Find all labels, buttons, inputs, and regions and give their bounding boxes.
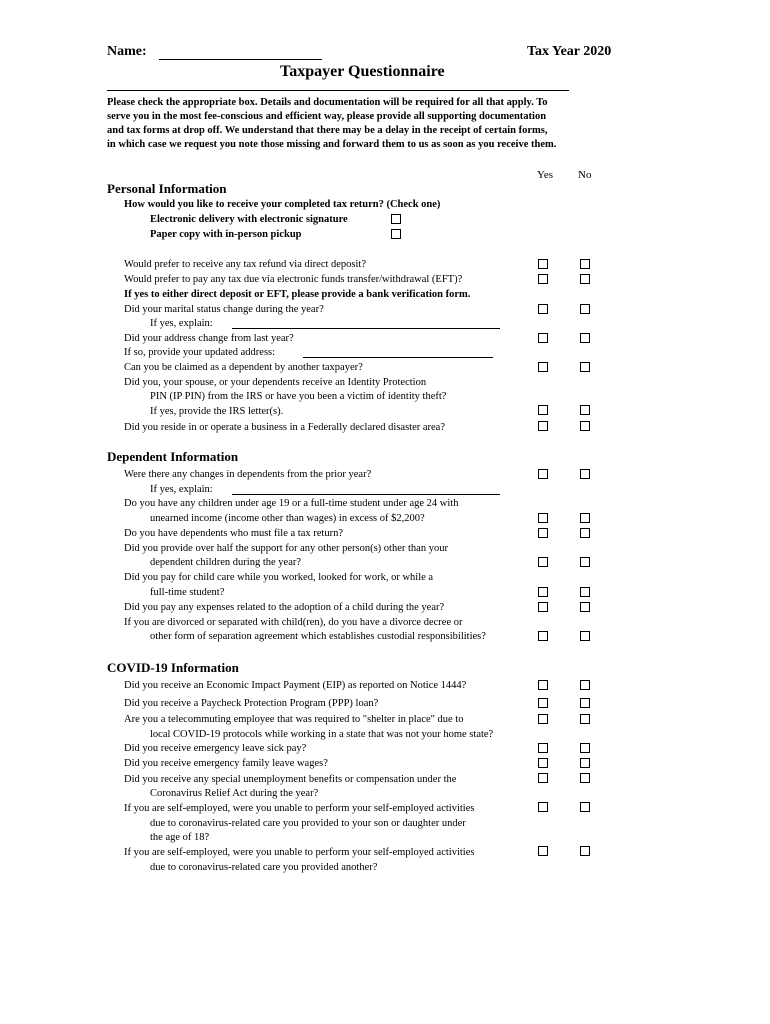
name-field-line[interactable]	[159, 59, 322, 60]
question-text: Did you, your spouse, or your dependents receive an Identity Protection	[124, 377, 427, 388]
yes-checkbox[interactable]	[538, 587, 548, 597]
yes-checkbox[interactable]	[538, 758, 548, 768]
yes-checkbox[interactable]	[538, 631, 548, 641]
no-checkbox[interactable]	[580, 680, 590, 690]
no-checkbox[interactable]	[580, 846, 590, 856]
yes-checkbox[interactable]	[538, 469, 548, 479]
no-checkbox[interactable]	[580, 333, 590, 343]
question-text: Did you pay any expenses related to the adoption of a child during the year?	[124, 602, 445, 613]
question-text: Did you receive any special unemployment benefits or compensation under the	[124, 774, 457, 785]
yes-checkbox[interactable]	[538, 333, 548, 343]
yes-checkbox[interactable]	[538, 421, 548, 431]
paper-copy-checkbox[interactable]	[391, 229, 401, 239]
question-text: unearned income (income other than wages) in excess of $2,200?	[150, 513, 425, 524]
yes-checkbox[interactable]	[538, 274, 548, 284]
no-checkbox[interactable]	[580, 602, 590, 612]
yes-checkbox[interactable]	[538, 698, 548, 708]
question-text: Did you receive an Economic Impact Payment (EIP) as reported on Notice 1444?	[124, 680, 467, 691]
yes-checkbox[interactable]	[538, 304, 548, 314]
dependent-info-heading: Dependent Information	[107, 449, 239, 464]
tax-year: Tax Year 2020	[527, 44, 612, 59]
personal-info-heading: Personal Information	[107, 181, 227, 196]
yes-checkbox[interactable]	[538, 362, 548, 372]
name-label: Name:	[107, 44, 147, 59]
intro-line: and tax forms at drop off. We understand that there may be a delay in the receipt of certain forms,	[107, 125, 548, 136]
no-checkbox[interactable]	[580, 304, 590, 314]
question-text: Did your marital status change during the year?	[124, 304, 324, 315]
no-checkbox[interactable]	[580, 587, 590, 597]
no-checkbox[interactable]	[580, 528, 590, 538]
explain-line[interactable]	[232, 494, 500, 495]
no-checkbox[interactable]	[580, 802, 590, 812]
question-text: Coronavirus Relief Act during the year?	[150, 788, 319, 799]
question-text: Did you pay for child care while you worked, looked for work, or while a	[124, 572, 434, 583]
address-label: If so, provide your updated address:	[124, 347, 276, 358]
explain-label: If yes, explain:	[150, 318, 213, 329]
question-text: due to coronavirus-related care you provided to your son or daughter under	[150, 818, 466, 829]
question-text: If you are self-employed, were you unable to perform your self-employed activities	[124, 803, 475, 814]
electronic-delivery-checkbox[interactable]	[391, 214, 401, 224]
delivery-option-electronic: Electronic delivery with electronic signature	[150, 214, 348, 225]
no-checkbox[interactable]	[580, 405, 590, 415]
question-text: Did you reside in or operate a business in a Federally declared disaster area?	[124, 422, 445, 433]
question-text: local COVID-19 protocols while working in a state that was not your home state?	[150, 729, 494, 740]
no-checkbox[interactable]	[580, 714, 590, 724]
question-text: Did you receive a Paycheck Protection Program (PPP) loan?	[124, 698, 379, 709]
title-rule	[107, 90, 569, 91]
explain-line[interactable]	[232, 328, 500, 329]
no-checkbox[interactable]	[580, 421, 590, 431]
yes-checkbox[interactable]	[538, 405, 548, 415]
question-text: Can you be claimed as a dependent by another taxpayer?	[124, 362, 363, 373]
question-text: the age of 18?	[150, 832, 210, 843]
no-checkbox[interactable]	[580, 513, 590, 523]
question-text: If you are divorced or separated with child(ren), do you have a divorce decree or	[124, 617, 463, 628]
no-checkbox[interactable]	[580, 758, 590, 768]
question-text: Would prefer to pay any tax due via electronic funds transfer/withdrawal (EFT)?	[124, 274, 463, 285]
no-checkbox[interactable]	[580, 773, 590, 783]
question-text: Are you a telecommuting employee that was required to "shelter in place" due to	[124, 714, 464, 725]
yes-checkbox[interactable]	[538, 528, 548, 538]
intro-line: in which case we request you note those missing and forward them to us as soon as you receive them.	[107, 139, 557, 150]
no-checkbox[interactable]	[580, 362, 590, 372]
yes-checkbox[interactable]	[538, 714, 548, 724]
explain-label: If yes, explain:	[150, 484, 213, 495]
question-text: Did you receive emergency leave sick pay?	[124, 743, 307, 754]
yes-checkbox[interactable]	[538, 773, 548, 783]
question-text: Would prefer to receive any tax refund via direct deposit?	[124, 259, 367, 270]
no-checkbox[interactable]	[580, 469, 590, 479]
intro-line: serve you in the most fee-conscious and efficient way, please provide all supporting documentation	[107, 111, 547, 122]
bank-verification-note: If yes to either direct deposit or EFT, please provide a bank verification form.	[124, 289, 471, 300]
question-text: Did you receive emergency family leave wages?	[124, 758, 328, 769]
question-text: Do you have any children under age 19 or a full-time student under age 24 with	[124, 498, 459, 509]
yes-checkbox[interactable]	[538, 513, 548, 523]
question-text: due to coronavirus-related care you provided another?	[150, 862, 378, 873]
yes-checkbox[interactable]	[538, 802, 548, 812]
intro-line: Please check the appropriate box. Details and documentation will be required for all that apply. To	[107, 97, 548, 108]
question-text: PIN (IP PIN) from the IRS or have you been a victim of identity theft?	[150, 391, 447, 402]
question-text: Did your address change from last year?	[124, 333, 294, 344]
yes-checkbox[interactable]	[538, 846, 548, 856]
question-text: other form of separation agreement which establishes custodial responsibilities?	[150, 631, 486, 642]
question-text: dependent children during the year?	[150, 557, 302, 568]
yes-checkbox[interactable]	[538, 557, 548, 567]
no-checkbox[interactable]	[580, 274, 590, 284]
no-column-header: No	[578, 169, 592, 181]
no-checkbox[interactable]	[580, 631, 590, 641]
question-text: If yes, provide the IRS letter(s).	[150, 406, 284, 417]
question-text: Did you provide over half the support for any other person(s) other than your	[124, 543, 448, 554]
delivery-question: How would you like to receive your completed tax return? (Check one)	[124, 199, 441, 210]
no-checkbox[interactable]	[580, 259, 590, 269]
address-line[interactable]	[303, 357, 493, 358]
page-title: Taxpayer Questionnaire	[280, 63, 445, 80]
question-text: If you are self-employed, were you unable to perform your self-employed activities	[124, 847, 475, 858]
delivery-option-paper: Paper copy with in-person pickup	[150, 229, 302, 240]
covid-info-heading: COVID-19 Information	[107, 660, 239, 675]
yes-checkbox[interactable]	[538, 602, 548, 612]
yes-checkbox[interactable]	[538, 680, 548, 690]
yes-checkbox[interactable]	[538, 743, 548, 753]
no-checkbox[interactable]	[580, 698, 590, 708]
yes-checkbox[interactable]	[538, 259, 548, 269]
no-checkbox[interactable]	[580, 743, 590, 753]
question-text: full-time student?	[150, 587, 225, 598]
question-text: Were there any changes in dependents from the prior year?	[124, 469, 372, 480]
yes-column-header: Yes	[537, 169, 554, 181]
question-text: Do you have dependents who must file a tax return?	[124, 528, 343, 539]
no-checkbox[interactable]	[580, 557, 590, 567]
